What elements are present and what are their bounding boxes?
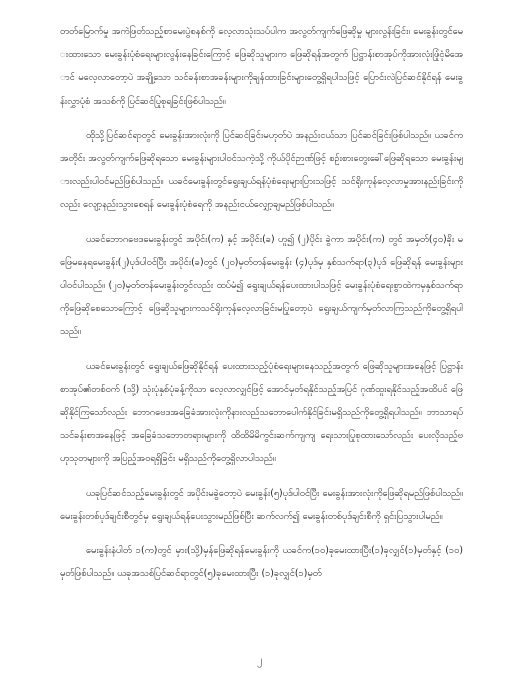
- document-page: [60, 20, 463, 650]
- paragraph: ယခုပြင်ဆင်သည့်မေးခွန်းတွင် အပိုင်းမခွဲတော့ပဲ မေးခွန်း(၅)ပုဒ်ပါဝင်ပြီး မေးခွန်းအားလုံးကိုဖြေဆိုရမည်ဖြစ်ပါသည်။ မေးခွန်းတစ်ပုဒ်ချင်းစီတွင်မှ ရွေးချယ်ရန်ပေးသွားမည်ဖြစ်ပြီး ဆက်လက်၍ မေးခွန်းတစ်ပုဒ်ချင်းစီကို ရှင်းပြသွားပါမည်။: [60, 487, 463, 522]
- paragraph: ယခင်ဘောဂဗေဒမေးခွန်းတွင် အပိုင်း(က) နှင့် အပိုင်း(ခ) ဟူ၍ (၂)ပိုင်း ခွဲကာ အပိုင်း(က) တွင် အမှတ်(၄၀)ခိုး မဖြေမနေရမေးခွန်း(၂)ပုဒ်ပါဝင်ပြီး အပိုင်း(ခ)တွင် (၂၀)မှတ်တန်မေးခွန်း (၄)ပုဒ်မှ နှစ်သက်ရာ(၃)ပုဒ် ဖြေဆိုရန် မေးခွန်းများပါဝင်ပါသည်။ (၂၀)မှတ်တန်မေးခွန်းတွင်လည်း ထပ်မံ၍ ရွေးချယ်ရန်ပေးထားပါသဖြင့် မေးခွန်းပုံစံရေးစွာထဲကမှနှစ်သက်ရာကိုဖြေဆိုစေသောကြောင့် ဖြေဆိုသူများကသင်ရိုးကုန်လေ့လာခြင်းမပြုတော့ပဲ ရွေးချယ်ကျက်မှတ်လာကြသည်ကိုတွေ့ရှိရပါသည်။: [60, 233, 463, 338]
- paragraph: တတ်မြောက်မှု အကဲဖြတ်သည့်စာမေးပွဲစနစ်ကို လေ့လာသုံးသပ်ပါက အလွတ်ကျက်ဖြေဆိုမှု များလွန်းခြင်း၊ မေးခွန်းတွင်မေးထားသော မေးခွန်းပုံစံရေးများလွန်းနေခြင်းကြောင့် ဖြေဆိုသူများက ဖြေဆိုရန်အတွက် ပြဋ္ဌာန်းစာအုပ်ကိုအားလုံးဖြုံငုံမိအောင် မလေ့လာတော့ပဲ အချို့သော သင်ခန်းစာအခန်းများကိုချန်ထားခြင်းများတွေ့ရှိရပါသဖြင့် ပြောင်းလဲပြင်ဆင်နိုင်ရန် မေးခွန်းလွှာပုံစံ အသစ်ကို ပြင်ဆင်ပြုစုရခြင်းဖြစ်ပါသည်။: [60, 26, 463, 107]
- page-number: ၂: [257, 655, 262, 666]
- paragraph: မေးခွန်းနံပါတ် ၁(က)တွင် မှား(သို့)မှန်ဖြေဆိုရန်မေးခွန်းကို ယခင်က(၁၀)ခုမေးထားပြီး(၁)ခုလျှင်(၁)မှတ်နှင့် (၁၀)မှတ်ဖြစ်ပါသည်။ ယခုအသစ်ပြင်ဆင်ရာတွင်(၅)ခုမေးထားပြီး (၁)ခုလျှင်(၁)မှတ်: [60, 545, 463, 580]
- paragraph: ထိုသို့ပြင်ဆင်ရာတွင် မေးခွန်းအားလုံးကို ပြင်ဆင်ခြင်းမဟုတ်ပဲ အနည်းငယ်သာ ပြင်ဆင်ခြင်းဖြစ်ပါသည်။ ယခင်ကအတိုင်း အလွတ်ကျက်ဖြေဆိုရသော မေးခွန်းများပါဝင်သကဲ့သို့ ကိုယ်ပိုင်ဉာဏ်ဖြင့် စဉ်းစားတွေးခေါ်ဖြေဆိုရသော မေးခွန်းများလည်းပါဝင်မည်ဖြစ်ပါသည်။ ယခင်မေးခွန်းတွင်ရွေးချယ်ရန်ပုံစံရေးများပြားသဖြင့် သင်ရိုးကုန်လေ့လာမှုအားနည်းခြင်းကိုလည်း လျော့နည်းသွားစေရန် မေးခွန်းပုံစံရေကို အနည်းငယ်လျှော့ချမည်ဖြစ်ပါသည်။: [60, 129, 463, 211]
- paragraph: ယခင်မေးခွန်းတွင် ရွေးချယ်ဖြေဆိုနိုင်ရန် ပေးထားသည့်ပုံစံရေးများနေသည့်အတွက် ဖြေဆိုသူများအနေဖြင့် ပြဋ္ဌာန်းစာအုပ်၏တစ်ဝက် (သို့) သုံးပုံနှစ်ပုံခန့်ကိုသာ လေ့လာလျှင်ဖြင့် အောင်မှတ်ရနိုင်သည့်အပြင် ဂုဏ်ထူးရနိုင်သည့်အထိပင် ဖြေဆိုနိုင်ကြသော်လည်း ဘောဂဗေဒအခြေခံအားလုံးကိုနားလည်သဘောပေါက်နိုင်ခြင်းမရှိသည်ကိုတွေ့ရှိရပါသည်။ ဘာသာရပ်သင်ခန်းစာအနေဖြင့် အခြေခံသဘောတရားများကို ထိထိမိမိကွင်းဆက်ကျကျ ရေးသားပြုစုထားသော်လည်း ပေးလိုသည့်ဗဟုသုတများကို အပြည့်အဝရရှိခြင်း မရှိသည်ကိုတွေ့ရှိလာပါသည်။: [60, 360, 463, 465]
